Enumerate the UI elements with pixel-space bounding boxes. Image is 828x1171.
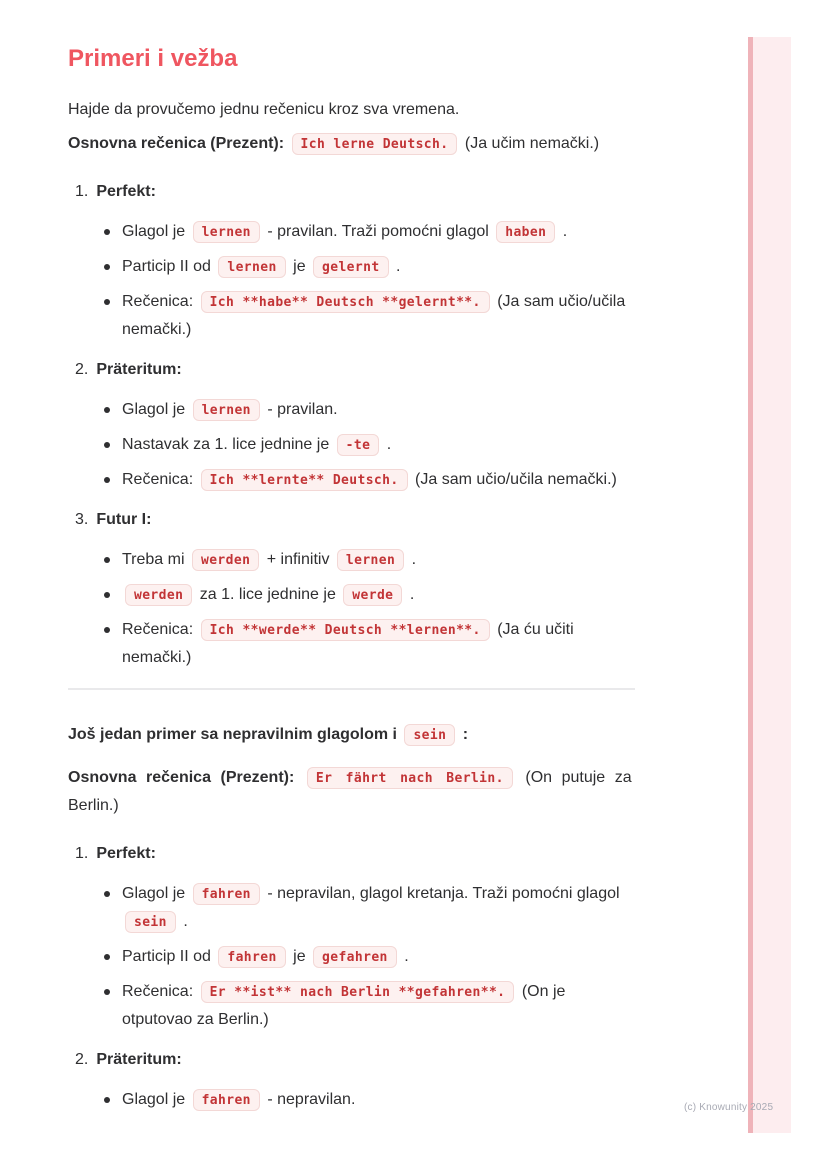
bullet-text: nemački.) <box>122 649 192 666</box>
code-chip: werden <box>192 549 259 571</box>
list-heading-text: Präteritum: <box>96 1051 182 1068</box>
list-item-heading <box>68 506 635 534</box>
list-item-heading <box>68 356 635 384</box>
code-chip: Ich lerne Deutsch. <box>292 133 458 155</box>
bullet-text: je <box>288 948 311 965</box>
list-item-perfekt-1 <box>68 178 635 344</box>
list-number: 2. <box>75 361 89 378</box>
list-item-heading <box>68 1046 635 1074</box>
bullet-text: . <box>407 551 417 568</box>
bullet-text: je <box>288 258 311 275</box>
bullet-text: Treba mi <box>122 551 189 568</box>
bullet-text: - nepravilan, glagol kretanja. Traži pomoćni glagol <box>262 885 620 902</box>
code-chip: lernen <box>337 549 404 571</box>
code-chip: fahren <box>218 946 285 968</box>
lead-text: : <box>458 726 469 743</box>
code-chip: Ich **lernte** Deutsch. <box>201 469 408 491</box>
bullet-text: nemački.) <box>122 321 192 338</box>
lead-text: Još jedan primer sa nepravilnim glagolom i <box>68 726 402 743</box>
bullet-text: Rečenica: <box>122 293 198 310</box>
bullet-group <box>68 396 635 494</box>
list-item-perfekt-2 <box>68 840 635 1034</box>
base-sentence-2-translation: (On putuje za <box>515 769 632 786</box>
bullet-text: Glagol je <box>122 223 190 240</box>
intro-paragraph: Hajde da provučemo jednu rečenicu kroz sva vremena. <box>68 101 460 118</box>
bullet-item <box>68 546 635 574</box>
bullet-item <box>68 466 635 494</box>
bullet-text: (Ja sam učio/učila nemački.) <box>410 471 617 488</box>
bullet-text: za 1. lice jednine je <box>195 586 341 603</box>
list-number: 3. <box>75 511 89 528</box>
bullet-item <box>68 943 635 971</box>
bullet-text: . <box>405 586 415 603</box>
base-sentence-1 <box>68 130 635 158</box>
bullet-text: (On je <box>517 983 566 1000</box>
code-chip: lernen <box>218 256 285 278</box>
bullet-group <box>68 880 635 1034</box>
bullet-text: - nepravilan. <box>262 1091 356 1108</box>
code-chip: sein <box>125 911 176 933</box>
ordered-list-1 <box>68 178 635 672</box>
bullet-text: Particip II od <box>122 258 216 275</box>
code-chip: lernen <box>193 221 260 243</box>
bullet-item <box>68 218 635 246</box>
code-chip: sein <box>404 724 455 746</box>
page-edge-fill <box>753 37 791 1133</box>
bullet-text: Glagol je <box>122 401 190 418</box>
bullet-item <box>68 431 635 459</box>
bullet-text: (Ja sam učio/učila <box>492 293 626 310</box>
list-heading-text: Perfekt: <box>96 183 156 200</box>
bullet-text: . <box>399 948 409 965</box>
code-chip: Er fährt nach Berlin. <box>307 767 513 789</box>
list-number: 1. <box>75 183 89 200</box>
code-chip: gelernt <box>313 256 389 278</box>
base-sentence-2-translation: Berlin.) <box>68 797 119 814</box>
bullet-item <box>68 616 635 672</box>
bullet-item <box>68 1086 635 1114</box>
base-sentence-2-label: Osnovna rečenica (Prezent): <box>68 769 295 786</box>
list-heading-text: Perfekt: <box>96 845 156 862</box>
second-example-lead <box>68 721 635 749</box>
list-item-heading <box>68 840 635 868</box>
ordered-list-2 <box>68 840 635 1114</box>
code-chip: werden <box>125 584 192 606</box>
bullet-text: - pravilan. <box>262 401 338 418</box>
base-sentence-1-label: Osnovna rečenica (Prezent): <box>68 135 285 152</box>
bullet-item <box>68 288 635 344</box>
bullet-text: Rečenica: <box>122 621 198 638</box>
list-item-praeteritum-1 <box>68 356 635 494</box>
bullet-text: (Ja ću učiti <box>492 621 574 638</box>
bullet-text: Rečenica: <box>122 983 198 1000</box>
list-heading-text: Futur I: <box>96 511 152 528</box>
list-item-praeteritum-2 <box>68 1046 635 1114</box>
code-chip: Ich **werde** Deutsch **lernen**. <box>201 619 490 641</box>
code-chip: werde <box>343 584 402 606</box>
bullet-text: + infinitiv <box>262 551 334 568</box>
bullet-text: . <box>382 436 392 453</box>
page-edge-line <box>748 37 753 1133</box>
section-divider <box>68 688 635 690</box>
bullet-text: Nastavak za 1. lice jednine je <box>122 436 334 453</box>
bullet-item <box>68 396 635 424</box>
base-sentence-1-translation: (Ja učim nemački.) <box>460 135 600 152</box>
watermark: (c) Knowunity 2025 <box>684 1102 774 1113</box>
bullet-text: Glagol je <box>122 1091 190 1108</box>
list-heading-text: Präteritum: <box>96 361 182 378</box>
bullet-text: otputovao za Berlin.) <box>122 1011 269 1028</box>
bullet-item <box>68 880 635 936</box>
code-chip: Ich **habe** Deutsch **gelernt**. <box>201 291 490 313</box>
bullet-item <box>68 978 635 1034</box>
page-title: Primeri i vežba <box>68 45 238 72</box>
list-item-futur-1 <box>68 506 635 672</box>
base-sentence-2 <box>68 764 635 820</box>
bullet-group <box>68 546 635 672</box>
bullet-group <box>68 218 635 344</box>
bullet-text: Glagol je <box>122 885 190 902</box>
code-chip: lernen <box>193 399 260 421</box>
bullet-text: Particip II od <box>122 948 216 965</box>
code-chip: fahren <box>193 883 260 905</box>
document-content <box>68 44 635 1121</box>
bullet-text: . <box>178 913 188 930</box>
bullet-group <box>68 1086 635 1114</box>
list-number: 1. <box>75 845 89 862</box>
bullet-text: . <box>391 258 401 275</box>
code-chip: fahren <box>193 1089 260 1111</box>
bullet-text: . <box>558 223 568 240</box>
list-item-heading <box>68 178 635 206</box>
list-number: 2. <box>75 1051 89 1068</box>
bullet-text: Rečenica: <box>122 471 198 488</box>
code-chip: Er **ist** nach Berlin **gefahren**. <box>201 981 515 1003</box>
code-chip: gefahren <box>313 946 397 968</box>
bullet-item <box>68 581 635 609</box>
code-chip: -te <box>337 434 380 456</box>
code-chip: haben <box>496 221 555 243</box>
bullet-item <box>68 253 635 281</box>
bullet-text: - pravilan. Traži pomoćni glagol <box>262 223 494 240</box>
